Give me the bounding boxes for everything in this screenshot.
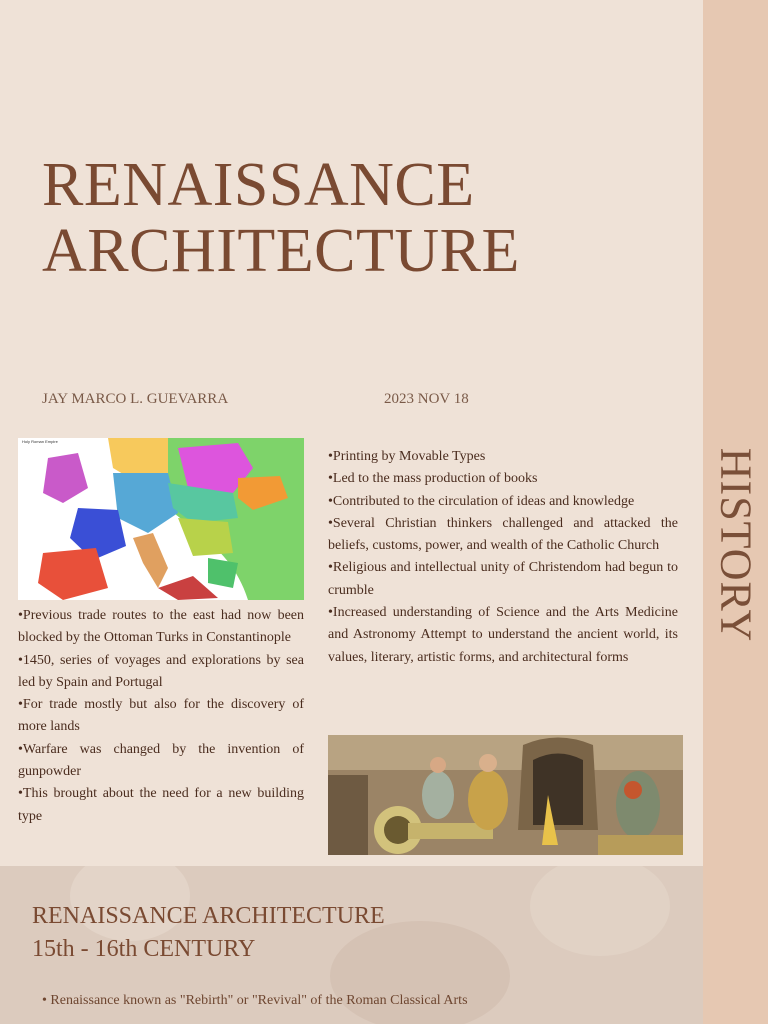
- list-item: •1450, series of voyages and explorations by sea led by Spain and Portugal: [18, 652, 304, 690]
- foundry-illustration: [328, 735, 683, 855]
- left-bullet-list: [18, 605, 304, 828]
- list-item: •Several Christian thinkers challenged and attacked the beliefs, customs, power, and wealth of the Catholic Church: [328, 515, 678, 554]
- list-item: •This brought about the need for a new building type: [18, 786, 304, 824]
- section-heading-line-2: 15th - 16th CENTURY: [32, 936, 256, 962]
- map-legend: Holy Roman Empire: [22, 439, 58, 444]
- right-bullet-list: [328, 446, 678, 669]
- title-line-2: ARCHITECTURE: [42, 217, 520, 285]
- list-item: •Previous trade routes to the east had now been blocked by the Ottoman Turks in Constantinople: [18, 608, 304, 646]
- list-item: •Contributed to the circulation of ideas and knowledge: [328, 493, 635, 509]
- section-heading-line-1: RENAISSANCE ARCHITECTURE: [32, 903, 385, 929]
- section-heading: [32, 900, 385, 966]
- publish-date: 2023 NOV 18: [384, 391, 469, 407]
- side-label: [703, 430, 768, 660]
- title-line-1: RENAISSANCE: [42, 151, 475, 219]
- list-item: •Led to the mass production of books: [328, 471, 538, 487]
- author-name: JAY MARCO L. GUEVARRA: [42, 391, 229, 407]
- page-title: [42, 152, 520, 284]
- side-label-text: HISTORY: [711, 447, 760, 643]
- list-item: •Religious and intellectual unity of Christendom had begun to crumble: [328, 560, 678, 598]
- europe-map-image: [18, 438, 304, 600]
- list-item: •Increased understanding of Science and the Arts Medicine and Astronomy Attempt to understand the ancient world, its values, literary, artistic forms, and architectural forms: [328, 605, 678, 665]
- map-illustration: [18, 438, 304, 600]
- foundry-illustration-art: [328, 735, 683, 855]
- list-item: •Warfare was changed by the invention of gunpowder: [18, 741, 304, 780]
- list-item: •For trade mostly but also for the discovery of more lands: [18, 697, 304, 735]
- list-item: •Printing by Movable Types: [328, 449, 486, 464]
- section-note: • Renaissance known as "Rebirth" or "Revival" of the Roman Classical Arts: [42, 993, 468, 1008]
